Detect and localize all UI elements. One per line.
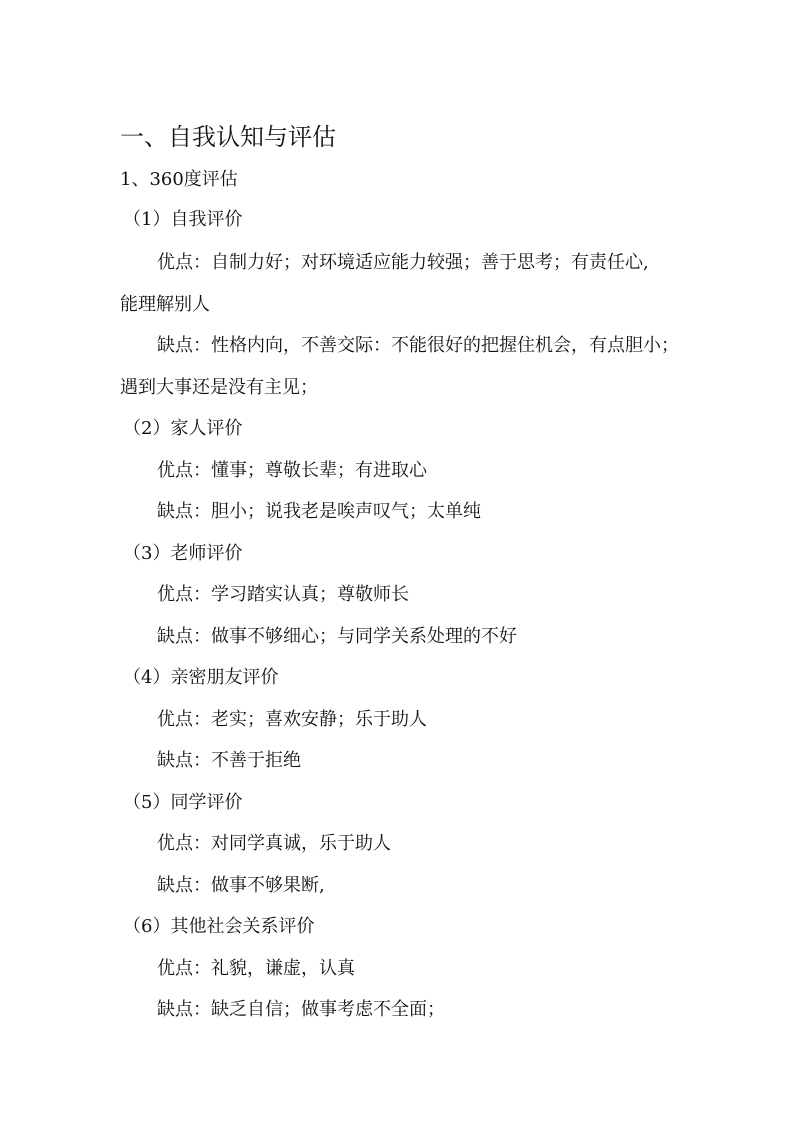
family-cons: 缺点：胆小；说我老是唉声叹气；太单纯 [157, 501, 481, 522]
subheading-360-evaluation: 1、360度评估 [120, 169, 238, 190]
self-cons-line1: 缺点：性格内向，不善交际：不能很好的把握住机会，有点胆小； [157, 335, 679, 356]
section-title-classmates: （5）同学评价 [123, 792, 243, 813]
self-pros-line1: 优点：自制力好；对环境适应能力较强；善于思考；有责任心, [157, 252, 649, 273]
section-title-teacher: （3）老师评价 [123, 543, 243, 564]
classmates-cons: 缺点：做事不够果断, [157, 875, 325, 896]
teacher-cons: 缺点：做事不够细心；与同学关系处理的不好 [157, 626, 517, 647]
section-title-self: （1）自我评价 [123, 209, 243, 230]
self-cons-line2: 遇到大事还是没有主见； [120, 377, 318, 398]
classmates-pros: 优点：对同学真诚，乐于助人 [157, 833, 391, 854]
friends-pros: 优点：老实；喜欢安静；乐于助人 [157, 709, 427, 730]
social-cons: 缺点：缺乏自信；做事考虑不全面； [157, 999, 445, 1020]
main-heading: 一、自我认知与评估 [120, 123, 336, 151]
social-pros: 优点：礼貌，谦虚，认真 [157, 958, 355, 979]
section-title-family: （2）家人评价 [123, 418, 243, 439]
self-pros-line2: 能理解别人 [120, 294, 210, 315]
teacher-pros: 优点：学习踏实认真；尊敬师长 [157, 584, 409, 605]
section-title-close-friends: （4）亲密朋友评价 [123, 667, 279, 688]
friends-cons: 缺点：不善于拒绝 [157, 750, 301, 771]
section-title-other-social: （6）其他社会关系评价 [123, 916, 315, 937]
family-pros: 优点：懂事；尊敬长辈；有进取心 [157, 460, 427, 481]
